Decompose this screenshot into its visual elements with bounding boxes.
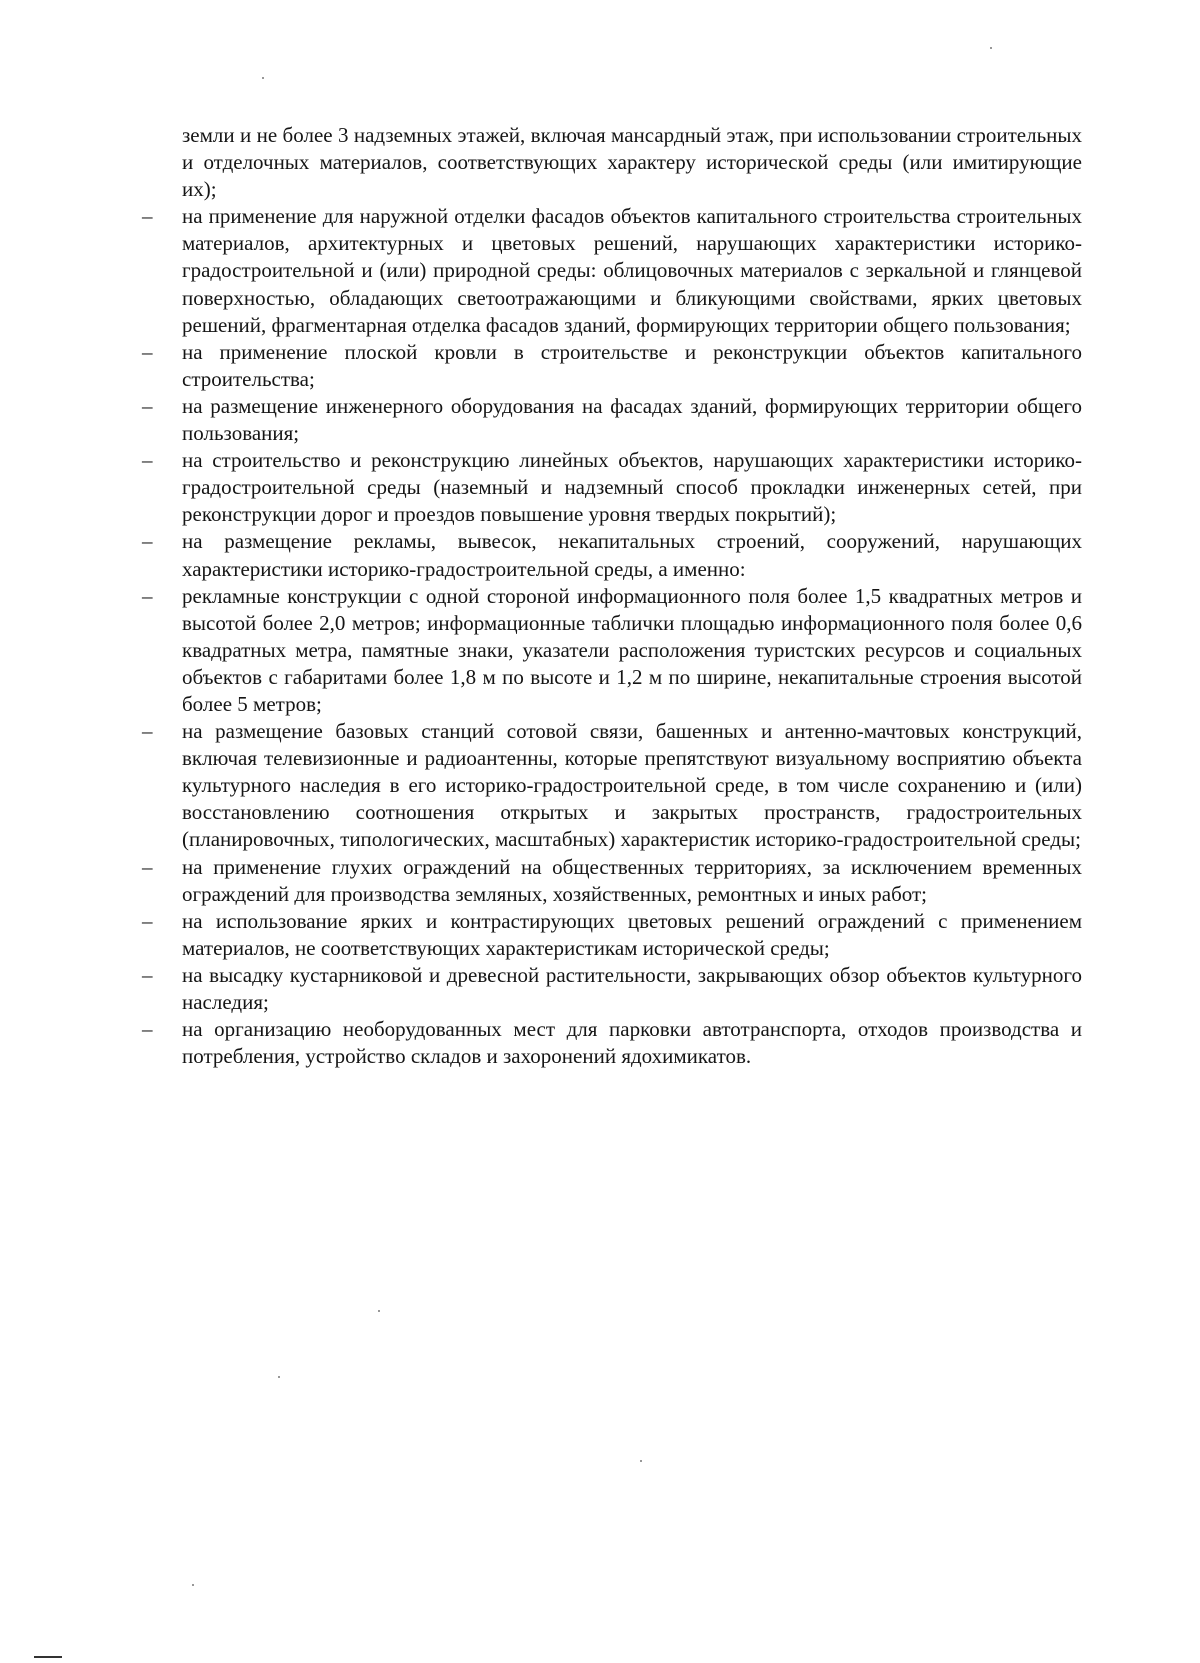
scan-speck [990, 47, 992, 49]
list-item [142, 1016, 1082, 1070]
intro-paragraph: земли и не более 3 надземных этажей, включая мансардный этаж, при использовании строительных и отделочных материалов, соответствующих характеру исторической среды (или имитирующие их); [182, 123, 1082, 202]
list-item-text: на размещение базовых станций сотовой связи, башенных и антенно-мачтовых конструкций, включая телевизионные и радиоантенны, которые препятствуют визуальному восприятию объекта культурного наследия в его историко-градостроительной среде, в том числе сохранению и (или) восстановлению соотношения открытых и закрытых пространств, градостроительных (планировочных, типологических, масштабных) характеристик историко-градостроительной среды; [182, 719, 1082, 852]
bullet-dash: – [142, 339, 153, 364]
list-item [142, 908, 1082, 962]
list-item [142, 583, 1082, 718]
list-item-text: на размещение инженерного оборудования на фасадах зданий, формирующих территории общего пользования; [182, 393, 1082, 446]
bullet-dash: – [142, 529, 153, 554]
list-item [142, 203, 1082, 338]
scan-speck [640, 1460, 642, 1462]
scan-edge-mark [34, 1656, 62, 1658]
list-item [142, 528, 1082, 582]
list-item [142, 718, 1082, 853]
list-item-text: на высадку кустарниковой и древесной растительности, закрывающих обзор объектов культурного наследия; [182, 962, 1082, 1014]
bullet-dash: – [142, 583, 153, 608]
list-item [142, 339, 1082, 393]
list-item-text: на применение глухих ограждений на общественных территориях, за исключением временных ограждений для производства земляных, хозяйственных, ремонтных и иных работ; [182, 854, 1082, 906]
bullet-dash: – [142, 448, 153, 473]
document-body [142, 122, 1082, 1070]
scan-speck [278, 1376, 280, 1378]
list-item-text: на размещение рекламы, вывесок, некапитальных строений, сооружений, нарушающих характеристики историко-градостроительной среды, а именно: [182, 529, 1082, 581]
list-item [142, 393, 1082, 447]
list-item [142, 962, 1082, 1016]
list-item-text: рекламные конструкции с одной стороной информационного поля более 1,5 квадратных метров и высотой более 2,0 метров; информационные таблички площадью информационного поля более 0,6 квадратных метра, памятные знаки, указатели расположения туристских ресурсов и социальных объектов с габаритами более 1,8 м по высоте и 1,2 м по ширине, некапитальные строения высотой более 5 метров; [182, 583, 1082, 716]
scan-speck [262, 77, 264, 79]
list-item-text: на применение для наружной отделки фасадов объектов капитального строительства строительных материалов, архитектурных и цветовых решений, нарушающих характеристики историко-градостроительной и (или) природной среды: облицовочных материалов с зеркальной и глянцевой поверхностью, обладающих светоотражающими и бликующими свойствами, ярких цветовых решений, фрагментарная отделка фасадов зданий, формирующих территории общего пользования; [182, 204, 1082, 337]
scan-speck [192, 1584, 194, 1586]
scan-speck [378, 1310, 380, 1312]
list-item-text: на применение плоской кровли в строительстве и реконструкции объектов капитального строительства; [182, 339, 1082, 391]
bullet-dash: – [142, 854, 153, 879]
list-item [142, 447, 1082, 528]
list-item-text: на использование ярких и контрастирующих цветовых решений ограждений с применением материалов, не соответствующих характеристикам исторической среды; [182, 908, 1082, 960]
bullet-dash: – [142, 1017, 153, 1042]
list-item-text: на организацию необорудованных мест для парковки автотранспорта, отходов производства и потребления, устройство складов и захоронений ядохимикатов. [182, 1017, 1082, 1069]
bullet-dash: – [142, 962, 153, 987]
bullet-dash: – [142, 204, 153, 229]
bullet-dash: – [142, 719, 153, 744]
bullet-dash: – [142, 908, 153, 933]
bullet-dash: – [142, 393, 153, 418]
list-item [142, 854, 1082, 908]
list-item-text: на строительство и реконструкцию линейных объектов, нарушающих характеристики историко-градостроительной среды (наземный и надземный способ прокладки инженерных сетей, при реконструкции дорог и проездов повышение уровня твердых покрытий); [182, 448, 1082, 527]
